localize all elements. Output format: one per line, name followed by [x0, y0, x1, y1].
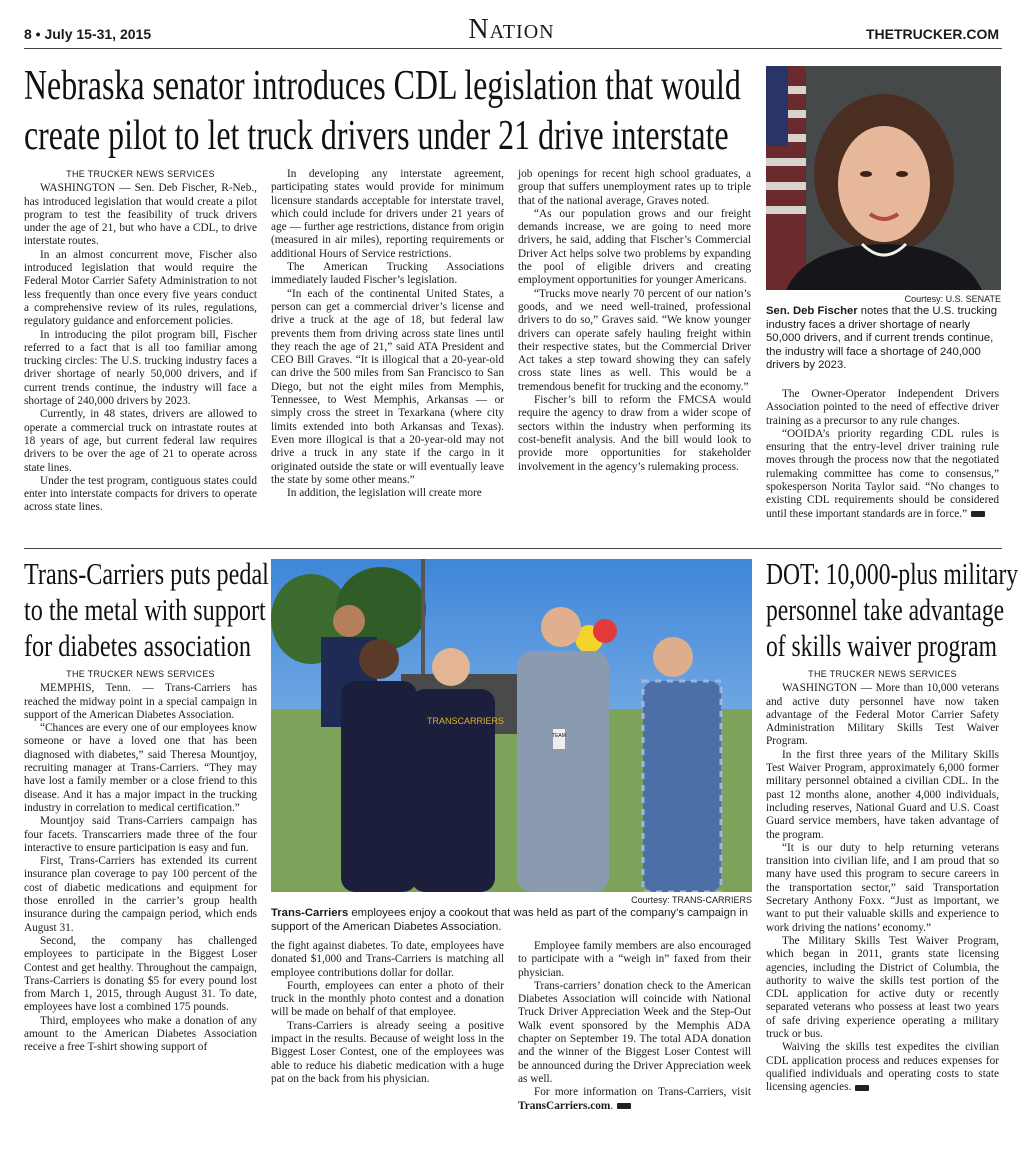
site-name: THETRUCKER.COM	[866, 26, 999, 42]
story3-dateline: WASHINGTON —	[782, 682, 876, 695]
story1-dateline: WASHINGTON —	[40, 182, 135, 195]
story2-column-1: THE TRUCKER NEWS SERVICES MEMPHIS, Tenn. — Trans-Carriers has reached the midway point in a special campaign in support of the American Diabetes Association. “Chances are every one of our employees know someone or have a loved one that has been diagnosed with diabetes,” said Theresa Mountjoy, recruiting manager at Trans-Carriers. “They may have lost a family member or a close friend to this disease. And it has a major impact in the trucking industry in correlation to medical certification.” Mountjoy said Trans-Carriers campaign has four facets. Transcarriers made three of the four interactive to ensure participation is easy and fun. First, Trans-Carriers has extended its current insurance plan coverage to pay 100 percent of the cost of diabetic medications and equipment for those enrolled in the carrier’s group health insurance during the campaign period, which ends August 31. Second, the company has challenged employees to participate in the Biggest Loser Contest and get healthy. Throughout the campaign, Trans-Carriers is donating $5 for every pound lost from March 1, 2015, through August 31. To date, employees have lost a combined 175 pounds. Third, employees who make a donation of any amount to the American Diabetes Association receive a free T-shirt showing support of	[24, 669, 257, 1054]
story2-dateline: MEMPHIS, Tenn. —	[40, 682, 165, 695]
trans-carriers-photo	[271, 559, 752, 892]
story3-byline: THE TRUCKER NEWS SERVICES	[808, 669, 957, 679]
trans-carriers-photo-caption: Trans-Carriers employees enjoy a cookout that was held as part of the company’s campaign in support of the American Diabetes Association.	[271, 907, 749, 933]
story2-byline: THE TRUCKER NEWS SERVICES	[66, 669, 215, 679]
truck-endmark-icon	[855, 1085, 869, 1091]
senator-portrait-illustration	[766, 66, 1001, 290]
cookout-group-illustration	[271, 559, 752, 892]
senator-photo	[766, 66, 1001, 290]
story2-column-2: the fight against diabetes. To date, employees have donated $1,000 and Trans-Carriers is matching all employee contributions dollar for dollar. Fourth, employees can enter a photo of their truck in the monthly photo contest and a donation will be made on behalf of that employee. Trans-Carriers is already seeing a positive impact in the results. Because of weight loss in the Biggest Loser Contest, one of the employees was able to reduce his diabetic medication with a huge pat on the back from his physician.	[271, 940, 504, 1085]
story1-column-2: In developing any interstate agreement, participating states would provide for minimum licensure standards acceptable for interstate travel, which could include for drivers under 21 years of age — further age restrictions, distance from origin (measured in air miles), reporting requirements or additional Hours of Service restrictions. The American Trucking Associations immediately lauded Fischer’s legislation. “In each of the continental United States, a person can get a commercial driver’s license and drive a truck at the age of 18, but federal law prevents them from driving across state lines until they reach the age of 21,” said ATA President and CEO Bill Graves. “It is illogical that a 20-year-old can drive the 500 miles from San Francisco to San Diego, but not the eight miles from Memphis, Tennessee, to West Memphis, Arkansas — or simply cross the street in Texarkana (where city limits extended into both Arkansas and Texas). Even more illogical is that a 20-year-old may not drive a truck in any state if the cargo in it originated outside the state or will eventually leave the state by some other means.” In addition, the legislation will create more	[271, 168, 504, 500]
story2-headline-line1: Trans-Carriers puts pedal	[24, 556, 269, 591]
story3-headline-line3: of skills waiver program	[766, 628, 997, 663]
truck-endmark-icon	[971, 511, 985, 517]
story1-headline-line1: Nebraska senator introduces CDL legislation that would	[24, 63, 741, 109]
page-date: 8 • July 15-31, 2015	[24, 26, 152, 42]
trans-carriers-link[interactable]: TransCarriers.com	[518, 1099, 611, 1112]
header-rule	[24, 48, 1002, 49]
badge-label: TEAM	[552, 733, 566, 739]
story2-headline-line3: for diabetes association	[24, 628, 251, 663]
story3-headline-line1: DOT: 10,000-plus military	[766, 556, 1019, 591]
story1-headline-line2: create pilot to let truck drivers under 21 drive interstate	[24, 113, 729, 159]
shirt-logo-text: TRANSCARRIERS	[427, 716, 505, 726]
trans-carriers-photo-credit: Courtesy: TRANS-CARRIERS	[631, 895, 752, 905]
story2-column-3: Employee family members are also encouraged to participate with a “weigh in” faxed from their physician. Trans-carriers’ donation check to the American Diabetes Association will coincide with National Truck Driver Appreciation Week and the Step-Out Walk event sponsored by the Memphis ADA chapter on September 19. The total ADA donation and the winner of the Biggest Loser Contest will be announced during the Driver Appreciation week as well. For more information on Trans-Carriers, visit TransCarriers.com.	[518, 940, 751, 1112]
section-title: Nation	[468, 14, 555, 45]
section-divider-rule	[24, 548, 1002, 549]
story1-column-3: job openings for recent high school graduates, a group that suffers unemployment rates up to triple that of the national average, Graves noted. “As our population grows and our freight demands increase, we are going to need more drivers, he said, adding that Fischer’s Commercial Driver Act helps solve two problems by expanding the pool of eligible drivers and creating employment opportunities for younger Americans. “Trucks move nearly 70 percent of our nation’s goods, and we need well-trained, professional drivers to do so,” Graves said. “We know younger drivers can operate safely hauling freight within their respective states, but the Commercial Driver Act takes a step toward showing they can safely cross state lines as well. This would be a tremendous benefit for trucking and the economy.” Fischer’s bill to reform the FMCSA would require the agency to draw from a wider scope of sectors within the industry when performing its cost-benefit analysis. And the bill would look to provide more opportunities for stakeholder involvement in the agency’s rulemaking process.	[518, 168, 751, 473]
story2-headline-line2: to the metal with support	[24, 592, 266, 627]
story1-column-4: The Owner-Operator Independent Drivers Association pointed to the need of effective driver training as a precursor to any rule changes. “OOIDA’s priority regarding CDL rules is ensuring that the entry-level driver training rule moves through the process now that the negotiated rulemaking committee has come to consensus,” spokesperson Norita Taylor said. “No changes to existing CDL requirements should be considered until these important standards are in force.”	[766, 388, 999, 520]
story1-column-1: THE TRUCKER NEWS SERVICES WASHINGTON — Sen. Deb Fischer, R-Neb., has introduced legislation that would create a pilot program to test the feasibility of truck drivers under the age of 21, but who have a CDL, to drive interstate routes. In an almost concurrent move, Fischer also introduced legislation that would require the Federal Motor Carrier Safety Administration to not less frequently than once every five years conduct a comprehensive review of its rules, regulations, regulatory guidance and enforcement policies. In introducing the pilot program bill, Fischer referred to a fact that is all too familiar among trucking circles: The U.S. trucking industry faces a driver shortage of nearly 50,000 drivers, and if current trends continue, the industry will face a shortage of 240,000 drivers by 2023. Currently, in 48 states, drivers are allowed to operate a commercial truck on intrastate routes at 18 years of age, but current federal law requires drivers to be over the age of 21 to operate across state lines. Under the test program, contiguous states could enter into interstate compacts for drivers to operate across state lines.	[24, 169, 257, 514]
story3-column: THE TRUCKER NEWS SERVICES WASHINGTON — More than 10,000 veterans and active duty personnel have now taken advantage of the Federal Motor Carrier Safety Administration Military Skills Test Waiver Program. In the first three years of the Military Skills Test Waiver Program, approximately 6,000 former military personnel obtained a civilian CDL. In the past 12 months alone, another 4,000 individuals, including reserves, National Guard and U.S. Coast Guard service members, have taken advantage of the program. “It is our duty to help returning veterans transition into civilian life, and I am proud that so many have used this program to secure careers in the transportation sector,” said Transportation Secretary Anthony Foxx. “Just as important, we want to put their valuable skills and experience to work driving the nations’ economy.” The Military Skills Test Waiver Program, which began in 2011, grants state licensing agencies, including the District of Columbia, the authority to waive the skills test portion of the CDL application for active duty or recently separated veterans who possess at least two years of safe driving experience operating a military truck or bus. Waiving the skills test expedites the civilian CDL application process and reduces expenses for qualified individuals and operating costs to state licensing agencies.	[766, 669, 999, 1094]
story3-headline-line2: personnel take advantage	[766, 592, 1005, 627]
story1-byline: THE TRUCKER NEWS SERVICES	[66, 169, 215, 179]
truck-endmark-icon	[617, 1103, 631, 1109]
senator-photo-caption: Sen. Deb Fischer notes that the U.S. trucking industry faces a driver shortage of nearly 50,000 drivers, and if current trends continue, the industry will face a shortage of 240,000 drivers by 2023.	[766, 305, 998, 371]
senator-photo-credit: Courtesy: U.S. SENATE	[904, 294, 1001, 304]
